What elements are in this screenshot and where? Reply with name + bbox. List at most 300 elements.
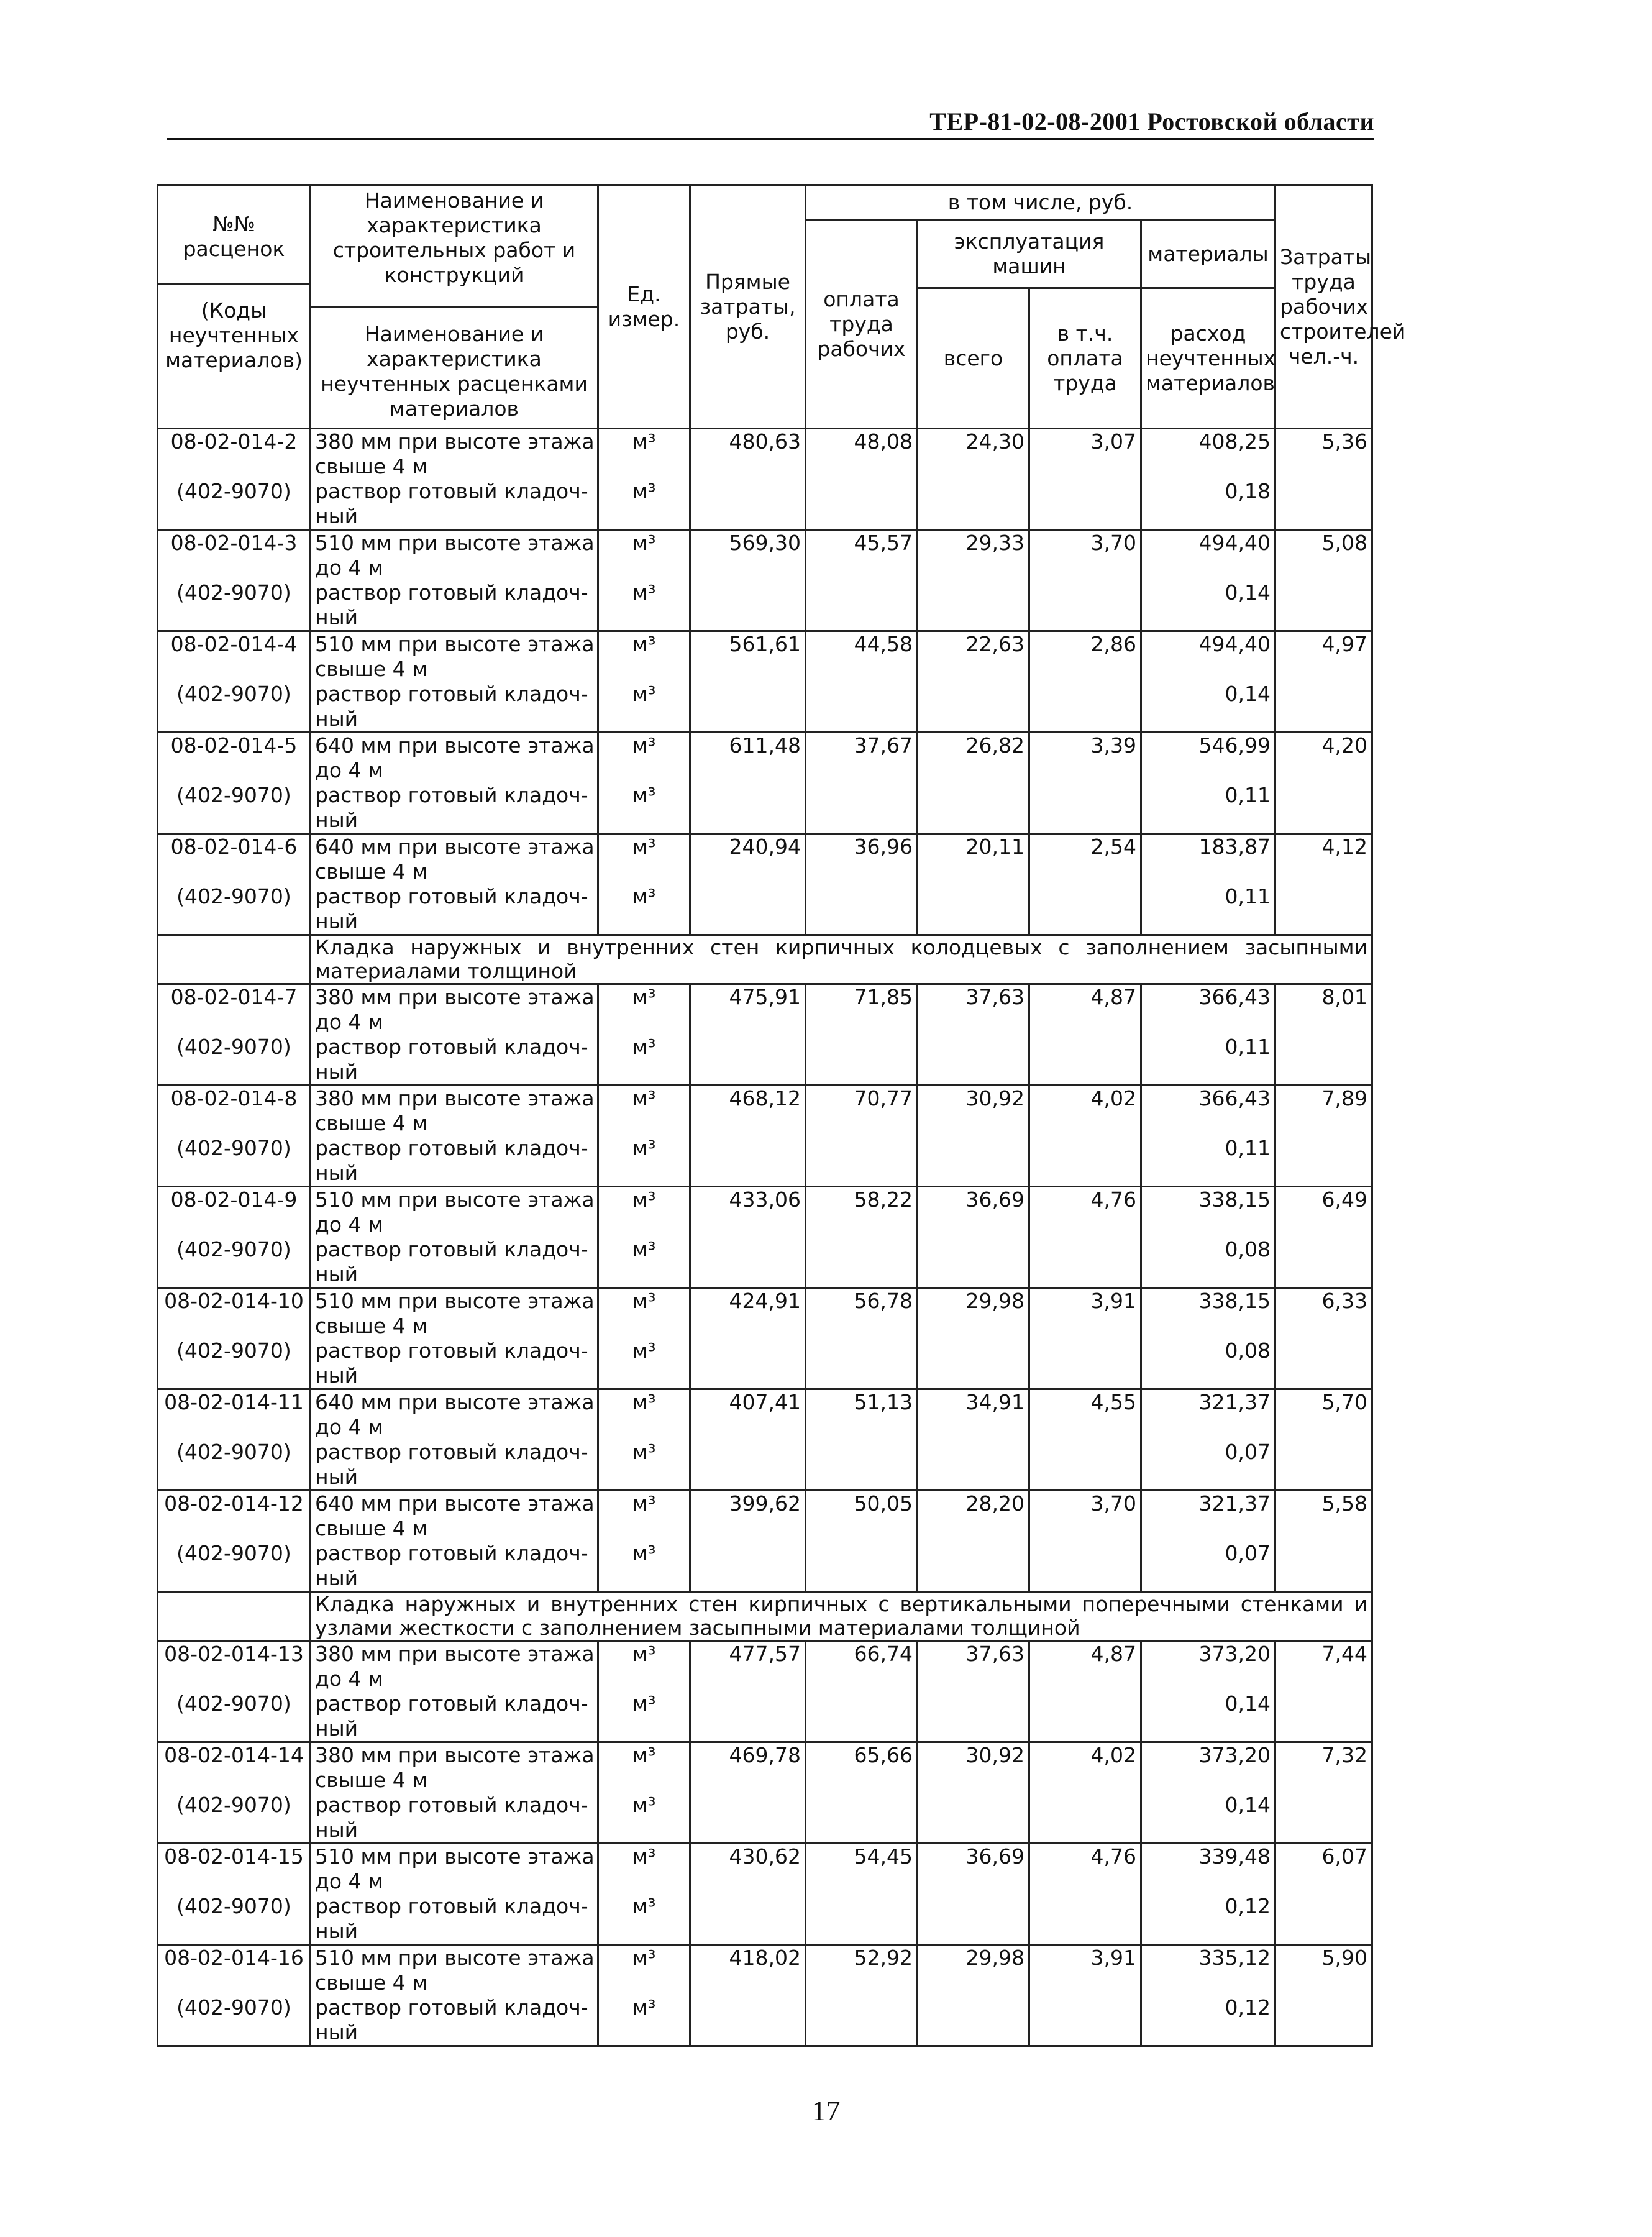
work-name-cont: свыше 4 м bbox=[315, 454, 428, 478]
rate-code: 08-02-014-5 bbox=[170, 733, 298, 757]
material-quantity: 0,12 bbox=[1225, 1995, 1271, 2020]
material-name: раствор готовый кладоч- bbox=[315, 1237, 588, 1261]
labor-hours-cell bbox=[1276, 984, 1372, 1086]
unit-value: м³ bbox=[632, 1390, 656, 1414]
direct-cost: 424,91 bbox=[729, 1289, 801, 1313]
machines-labor: 3,70 bbox=[1090, 1491, 1136, 1516]
name-cell bbox=[311, 1389, 598, 1491]
direct-cost: 468,12 bbox=[729, 1086, 801, 1110]
material-code: (402-9070) bbox=[176, 1440, 291, 1464]
code-cell bbox=[158, 1742, 311, 1844]
machines-total: 36,69 bbox=[965, 1187, 1025, 1212]
material-name: раствор готовый кладоч- bbox=[315, 1793, 588, 1817]
labor-pay-cell bbox=[806, 733, 918, 834]
machines-total: 29,33 bbox=[965, 531, 1025, 555]
machines-total: 30,92 bbox=[965, 1743, 1025, 1767]
material-code: (402-9070) bbox=[176, 1691, 291, 1716]
unit-cell bbox=[598, 1641, 690, 1742]
machines-labor: 4,87 bbox=[1090, 985, 1136, 1009]
work-name: 380 мм при высоте этажа bbox=[315, 1086, 595, 1110]
machines-labor: 3,91 bbox=[1090, 1289, 1136, 1313]
material-name: раствор готовый кладоч- bbox=[315, 1691, 588, 1716]
labor-hours: 5,70 bbox=[1321, 1390, 1368, 1414]
material-name-cont: ный bbox=[315, 909, 358, 933]
labor-pay-cell bbox=[806, 429, 918, 530]
unit-value: м³ bbox=[632, 1491, 656, 1516]
material-code: (402-9070) bbox=[176, 783, 291, 807]
work-name-cont: до 4 м bbox=[315, 1667, 383, 1691]
labor-pay-cell bbox=[806, 1389, 918, 1491]
unit-value: м³ bbox=[632, 1086, 656, 1110]
material-quantity: 0,07 bbox=[1225, 1541, 1271, 1565]
direct-cost: 407,41 bbox=[729, 1390, 801, 1414]
materials-cell bbox=[1141, 733, 1276, 834]
labor-pay-cell bbox=[806, 1491, 918, 1592]
rates-group-b bbox=[158, 984, 1372, 1592]
materials-cell bbox=[1141, 1844, 1276, 1945]
labor-pay: 36,96 bbox=[854, 835, 913, 859]
labor-hours: 4,12 bbox=[1321, 835, 1368, 859]
section-c-title: Кладка наружных и внутренних стен кирпичных с вертикальными поперечными стенками и узлами жесткости с заполнением засыпными материалами толщиной bbox=[311, 1592, 1372, 1641]
machines-labor-cell bbox=[1029, 429, 1141, 530]
section-b-title: Кладка наружных и внутренних стен кирпичных колодцевых с заполнением засыпными материалами толщиной bbox=[311, 935, 1372, 984]
materials-cost: 366,43 bbox=[1198, 1086, 1271, 1110]
direct-cost-cell bbox=[690, 1844, 806, 1945]
material-code: (402-9070) bbox=[176, 1995, 291, 2020]
rate-code: 08-02-014-3 bbox=[170, 531, 298, 555]
direct-cost-cell bbox=[690, 984, 806, 1086]
machines-labor-cell bbox=[1029, 1641, 1141, 1742]
machines-labor-cell bbox=[1029, 1389, 1141, 1491]
machines-total: 29,98 bbox=[965, 1946, 1025, 1970]
labor-hours-cell bbox=[1276, 733, 1372, 834]
rate-code: 08-02-014-12 bbox=[164, 1491, 304, 1516]
section-c-spacer bbox=[158, 1592, 311, 1641]
col-labor-header: оплата труда рабочих bbox=[806, 220, 918, 429]
materials-cost: 373,20 bbox=[1198, 1642, 1271, 1666]
machines-labor-cell bbox=[1029, 1187, 1141, 1288]
machines-total: 30,92 bbox=[965, 1086, 1025, 1110]
machines-labor-cell bbox=[1029, 1844, 1141, 1945]
unit-cell bbox=[598, 984, 690, 1086]
col-unit-header: Ед. измер. bbox=[598, 185, 690, 429]
material-name: раствор готовый кладоч- bbox=[315, 580, 588, 605]
material-unit: м³ bbox=[632, 1995, 656, 2020]
work-name-cont: свыше 4 м bbox=[315, 1314, 428, 1338]
table-row bbox=[158, 1945, 1372, 2046]
document-title: ТЕР-81-02-08-2001 Ростовской области bbox=[929, 108, 1374, 135]
machines-labor-cell bbox=[1029, 1945, 1141, 2046]
labor-hours-cell bbox=[1276, 1641, 1372, 1742]
name-cell bbox=[311, 834, 598, 935]
section-c bbox=[158, 1592, 1372, 1641]
material-code: (402-9070) bbox=[176, 1793, 291, 1817]
materials-cost: 335,12 bbox=[1198, 1946, 1271, 1970]
material-name-cont: ный bbox=[315, 1566, 358, 1590]
table-row bbox=[158, 1641, 1372, 1742]
machines-labor: 4,02 bbox=[1090, 1086, 1136, 1110]
code-cell bbox=[158, 984, 311, 1086]
code-cell bbox=[158, 834, 311, 935]
materials-cost: 494,40 bbox=[1198, 531, 1271, 555]
unit-cell bbox=[598, 733, 690, 834]
labor-hours-cell bbox=[1276, 1742, 1372, 1844]
material-quantity: 0,11 bbox=[1225, 884, 1271, 908]
work-name-cont: до 4 м bbox=[315, 556, 383, 580]
labor-pay-cell bbox=[806, 984, 918, 1086]
labor-pay: 56,78 bbox=[854, 1289, 913, 1313]
material-name: раствор готовый кладоч- bbox=[315, 682, 588, 706]
col-name-header bbox=[311, 185, 598, 429]
labor-pay: 65,66 bbox=[854, 1743, 913, 1767]
work-name: 510 мм при высоте этажа bbox=[315, 1844, 595, 1869]
machines-total-cell bbox=[918, 530, 1029, 631]
machines-total: 20,11 bbox=[965, 835, 1025, 859]
material-name-cont: ный bbox=[315, 504, 358, 528]
rates-table bbox=[157, 184, 1406, 2047]
direct-cost: 240,94 bbox=[729, 835, 801, 859]
rates-group-c bbox=[158, 1641, 1372, 2046]
col-direct-header: Прямые затраты, руб. bbox=[690, 185, 806, 429]
machines-labor: 4,55 bbox=[1090, 1390, 1136, 1414]
name-cell bbox=[311, 1844, 598, 1945]
materials-cell bbox=[1141, 984, 1276, 1086]
unit-cell bbox=[598, 834, 690, 935]
machines-labor-cell bbox=[1029, 1086, 1141, 1187]
code-cell bbox=[158, 1288, 311, 1389]
labor-hours: 4,20 bbox=[1321, 733, 1368, 757]
code-cell bbox=[158, 530, 311, 631]
labor-pay: 51,13 bbox=[854, 1390, 913, 1414]
unit-cell bbox=[598, 1288, 690, 1389]
name-cell bbox=[311, 1641, 598, 1742]
name-cell bbox=[311, 1086, 598, 1187]
name-cell bbox=[311, 1945, 598, 2046]
labor-hours: 7,32 bbox=[1321, 1743, 1368, 1767]
material-code: (402-9070) bbox=[176, 682, 291, 706]
work-name-cont: свыше 4 м bbox=[315, 1970, 428, 1995]
machines-total-cell bbox=[918, 733, 1029, 834]
machines-total-cell bbox=[918, 1187, 1029, 1288]
material-name: раствор готовый кладоч- bbox=[315, 783, 588, 807]
unit-cell bbox=[598, 429, 690, 530]
direct-cost-cell bbox=[690, 733, 806, 834]
name-cell bbox=[311, 1491, 598, 1592]
code-cell bbox=[158, 1844, 311, 1945]
materials-cost: 366,43 bbox=[1198, 985, 1271, 1009]
material-quantity: 0,14 bbox=[1225, 1691, 1271, 1716]
direct-cost: 430,62 bbox=[729, 1844, 801, 1869]
labor-hours: 7,44 bbox=[1321, 1642, 1368, 1666]
materials-cost: 338,15 bbox=[1198, 1187, 1271, 1212]
material-name: раствор готовый кладоч- bbox=[315, 1035, 588, 1059]
materials-cell bbox=[1141, 1288, 1276, 1389]
material-name: раствор готовый кладоч- bbox=[315, 884, 588, 908]
machines-labor: 2,54 bbox=[1090, 835, 1136, 859]
col-name-title: Наименование и характеристика строительных работ и конструкций bbox=[332, 188, 576, 287]
material-unit: м³ bbox=[632, 783, 656, 807]
work-name-cont: до 4 м bbox=[315, 758, 383, 782]
machines-total: 22,63 bbox=[965, 632, 1025, 656]
labor-pay-cell bbox=[806, 631, 918, 733]
machines-labor-cell bbox=[1029, 733, 1141, 834]
machines-total: 29,98 bbox=[965, 1289, 1025, 1313]
labor-hours: 5,90 bbox=[1321, 1946, 1368, 1970]
rate-code: 08-02-014-9 bbox=[170, 1187, 298, 1212]
code-cell bbox=[158, 1389, 311, 1491]
materials-cell bbox=[1141, 631, 1276, 733]
materials-cost: 321,37 bbox=[1198, 1491, 1271, 1516]
labor-pay-cell bbox=[806, 1086, 918, 1187]
direct-cost: 569,30 bbox=[729, 531, 801, 555]
machines-total-cell bbox=[918, 1945, 1029, 2046]
page-number: 17 bbox=[811, 2095, 841, 2126]
table-row bbox=[158, 1491, 1372, 1592]
labor-pay: 44,58 bbox=[854, 632, 913, 656]
col-mname-title: Наименование и характеристика неучтенных расценками материалов bbox=[311, 306, 597, 421]
code-cell bbox=[158, 631, 311, 733]
material-name-cont: ный bbox=[315, 1818, 358, 1842]
direct-cost: 469,78 bbox=[729, 1743, 801, 1767]
machines-total: 28,20 bbox=[965, 1491, 1025, 1516]
rate-code: 08-02-014-14 bbox=[164, 1743, 304, 1767]
machines-labor-cell bbox=[1029, 984, 1141, 1086]
material-name-cont: ный bbox=[315, 1059, 358, 1084]
materials-cell bbox=[1141, 530, 1276, 631]
rate-code: 08-02-014-16 bbox=[164, 1946, 304, 1970]
labor-pay: 48,08 bbox=[854, 429, 913, 454]
material-unit: м³ bbox=[632, 1237, 656, 1261]
work-name-cont: свыше 4 м bbox=[315, 1516, 428, 1540]
labor-hours: 6,33 bbox=[1321, 1289, 1368, 1313]
unit-cell bbox=[598, 1844, 690, 1945]
rate-code: 08-02-014-11 bbox=[164, 1390, 304, 1414]
unit-cell bbox=[598, 530, 690, 631]
table-row bbox=[158, 1742, 1372, 1844]
name-cell bbox=[311, 631, 598, 733]
name-cell bbox=[311, 984, 598, 1086]
machines-labor: 4,02 bbox=[1090, 1743, 1136, 1767]
material-name: раствор готовый кладоч- bbox=[315, 1995, 588, 2020]
material-unit: м³ bbox=[632, 1541, 656, 1565]
labor-hours: 6,07 bbox=[1321, 1844, 1368, 1869]
labor-hours-cell bbox=[1276, 1086, 1372, 1187]
code-cell bbox=[158, 1491, 311, 1592]
machines-total: 36,69 bbox=[965, 1844, 1025, 1869]
machines-total-cell bbox=[918, 1086, 1029, 1187]
labor-hours-cell bbox=[1276, 834, 1372, 935]
material-unit: м³ bbox=[632, 1035, 656, 1059]
col-materials-unaccounted-header: расход неучтенных материалов bbox=[1141, 288, 1276, 429]
material-code: (402-9070) bbox=[176, 1136, 291, 1160]
work-name: 380 мм при высоте этажа bbox=[315, 985, 595, 1009]
machines-total-cell bbox=[918, 631, 1029, 733]
machines-total: 34,91 bbox=[965, 1390, 1025, 1414]
code-cell bbox=[158, 1641, 311, 1742]
table-row bbox=[158, 631, 1372, 733]
direct-cost-cell bbox=[690, 530, 806, 631]
material-unit: м³ bbox=[632, 479, 656, 503]
direct-cost: 475,91 bbox=[729, 985, 801, 1009]
material-name-cont: ный bbox=[315, 1363, 358, 1388]
unit-value: м³ bbox=[632, 733, 656, 757]
material-name: раствор готовый кладоч- bbox=[315, 479, 588, 503]
rate-code: 08-02-014-6 bbox=[170, 835, 298, 859]
table-row bbox=[158, 429, 1372, 530]
machines-total-cell bbox=[918, 429, 1029, 530]
materials-cost: 373,20 bbox=[1198, 1743, 1271, 1767]
unit-cell bbox=[598, 1491, 690, 1592]
material-code: (402-9070) bbox=[176, 1894, 291, 1918]
material-code: (402-9070) bbox=[176, 580, 291, 605]
labor-hours-cell bbox=[1276, 1187, 1372, 1288]
labor-pay: 66,74 bbox=[854, 1642, 913, 1666]
material-name-cont: ный bbox=[315, 605, 358, 629]
labor-pay: 54,45 bbox=[854, 1844, 913, 1869]
machines-total-cell bbox=[918, 1288, 1029, 1389]
labor-pay-cell bbox=[806, 530, 918, 631]
direct-cost-cell bbox=[690, 834, 806, 935]
rate-code: 08-02-014-2 bbox=[170, 429, 298, 454]
material-unit: м³ bbox=[632, 1136, 656, 1160]
unit-value: м³ bbox=[632, 1642, 656, 1666]
labor-hours-cell bbox=[1276, 1945, 1372, 2046]
unit-cell bbox=[598, 1742, 690, 1844]
unit-value: м³ bbox=[632, 835, 656, 859]
work-name: 380 мм при высоте этажа bbox=[315, 1743, 595, 1767]
material-unit: м³ bbox=[632, 1338, 656, 1363]
table-row bbox=[158, 1844, 1372, 1945]
rate-code: 08-02-014-4 bbox=[170, 632, 298, 656]
work-name-cont: до 4 м bbox=[315, 1869, 383, 1893]
machines-labor: 2,86 bbox=[1090, 632, 1136, 656]
labor-hours-cell bbox=[1276, 1389, 1372, 1491]
labor-pay: 52,92 bbox=[854, 1946, 913, 1970]
direct-cost-cell bbox=[690, 1945, 806, 2046]
work-name: 380 мм при высоте этажа bbox=[315, 1642, 595, 1666]
table-header bbox=[158, 185, 1406, 429]
labor-pay: 71,85 bbox=[854, 985, 913, 1009]
col-code-header bbox=[158, 185, 311, 429]
materials-cost: 339,48 bbox=[1198, 1844, 1271, 1869]
material-unit: м³ bbox=[632, 1440, 656, 1464]
labor-pay: 70,77 bbox=[854, 1086, 913, 1110]
unit-value: м³ bbox=[632, 985, 656, 1009]
labor-pay-cell bbox=[806, 1742, 918, 1844]
table-row bbox=[158, 834, 1372, 935]
col-machines-labor-header: в т.ч. оплата труда bbox=[1029, 288, 1141, 429]
labor-hours-cell bbox=[1276, 631, 1372, 733]
material-quantity: 0,11 bbox=[1225, 783, 1271, 807]
work-name: 640 мм при высоте этажа bbox=[315, 1390, 595, 1414]
material-quantity: 0,11 bbox=[1225, 1035, 1271, 1059]
direct-cost: 480,63 bbox=[729, 429, 801, 454]
table-row bbox=[158, 1389, 1372, 1491]
material-unit: м³ bbox=[632, 1894, 656, 1918]
materials-cost: 408,25 bbox=[1198, 429, 1271, 454]
section-b-spacer bbox=[158, 935, 311, 984]
machines-labor: 4,87 bbox=[1090, 1642, 1136, 1666]
rate-code: 08-02-014-15 bbox=[164, 1844, 304, 1869]
material-name-cont: ный bbox=[315, 2020, 358, 2044]
labor-pay-cell bbox=[806, 1187, 918, 1288]
col-machines-total-header: всего bbox=[918, 288, 1029, 429]
direct-cost-cell bbox=[690, 1086, 806, 1187]
material-quantity: 0,11 bbox=[1225, 1136, 1271, 1160]
unit-cell bbox=[598, 1187, 690, 1288]
machines-total-cell bbox=[918, 1844, 1029, 1945]
material-quantity: 0,12 bbox=[1225, 1894, 1271, 1918]
work-name: 510 мм при высоте этажа bbox=[315, 1187, 595, 1212]
unit-value: м³ bbox=[632, 632, 656, 656]
unit-value: м³ bbox=[632, 1844, 656, 1869]
work-name-cont: до 4 м bbox=[315, 1415, 383, 1439]
labor-pay-cell bbox=[806, 1844, 918, 1945]
machines-total-cell bbox=[918, 1389, 1029, 1491]
unit-value: м³ bbox=[632, 429, 656, 454]
work-name: 510 мм при высоте этажа bbox=[315, 1946, 595, 1970]
material-unit: м³ bbox=[632, 1793, 656, 1817]
machines-labor: 3,70 bbox=[1090, 531, 1136, 555]
direct-cost: 561,61 bbox=[729, 632, 801, 656]
name-cell bbox=[311, 1742, 598, 1844]
material-quantity: 0,08 bbox=[1225, 1237, 1271, 1261]
material-name-cont: ный bbox=[315, 1465, 358, 1489]
code-cell bbox=[158, 1086, 311, 1187]
work-name-cont: свыше 4 м bbox=[315, 657, 428, 681]
machines-labor: 3,39 bbox=[1090, 733, 1136, 757]
work-name-cont: до 4 м bbox=[315, 1212, 383, 1237]
labor-pay: 58,22 bbox=[854, 1187, 913, 1212]
labor-hours-cell bbox=[1276, 1288, 1372, 1389]
materials-cell bbox=[1141, 429, 1276, 530]
material-quantity: 0,14 bbox=[1225, 1793, 1271, 1817]
rate-code: 08-02-014-13 bbox=[164, 1642, 304, 1666]
materials-cost: 183,87 bbox=[1198, 835, 1271, 859]
material-quantity: 0,14 bbox=[1225, 580, 1271, 605]
name-cell bbox=[311, 1288, 598, 1389]
labor-hours-cell bbox=[1276, 429, 1372, 530]
materials-cell bbox=[1141, 1491, 1276, 1592]
col-mcode-title: (Коды неучтенных материалов) bbox=[158, 283, 309, 373]
table-row bbox=[158, 1288, 1372, 1389]
material-name: раствор готовый кладоч- bbox=[315, 1894, 588, 1918]
labor-pay: 50,05 bbox=[854, 1491, 913, 1516]
name-cell bbox=[311, 429, 598, 530]
direct-cost-cell bbox=[690, 429, 806, 530]
machines-total-cell bbox=[918, 1641, 1029, 1742]
machines-total-cell bbox=[918, 1742, 1029, 1844]
machines-total-cell bbox=[918, 1491, 1029, 1592]
material-name-cont: ный bbox=[315, 707, 358, 731]
machines-total: 26,82 bbox=[965, 733, 1025, 757]
labor-pay-cell bbox=[806, 834, 918, 935]
material-name: раствор готовый кладоч- bbox=[315, 1338, 588, 1363]
direct-cost: 433,06 bbox=[729, 1187, 801, 1212]
name-cell bbox=[311, 530, 598, 631]
table-row bbox=[158, 1187, 1372, 1288]
machines-total-cell bbox=[918, 984, 1029, 1086]
materials-cell bbox=[1141, 1389, 1276, 1491]
labor-hours: 4,97 bbox=[1321, 632, 1368, 656]
labor-pay-cell bbox=[806, 1945, 918, 2046]
work-name-cont: свыше 4 м bbox=[315, 859, 428, 884]
direct-cost: 399,62 bbox=[729, 1491, 801, 1516]
materials-cost: 546,99 bbox=[1198, 733, 1271, 757]
section-b bbox=[158, 935, 1372, 984]
labor-pay-cell bbox=[806, 1288, 918, 1389]
work-name-cont: до 4 м bbox=[315, 1010, 383, 1034]
